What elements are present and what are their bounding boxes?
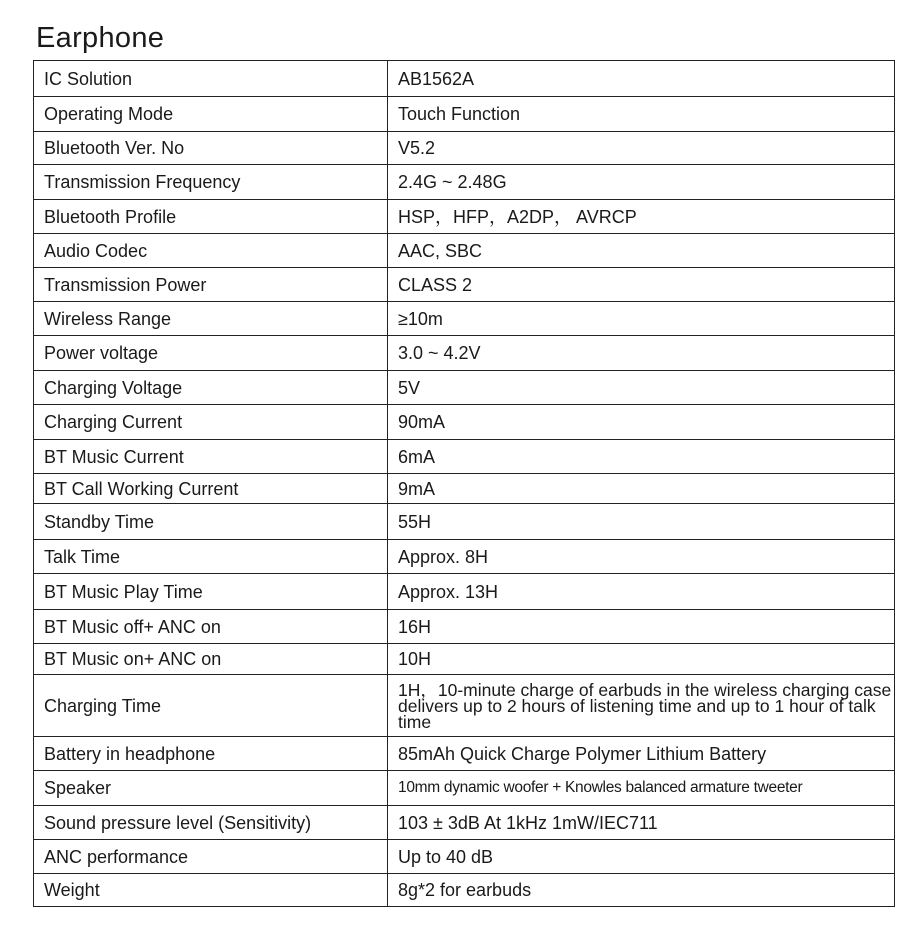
table-row	[34, 200, 895, 234]
spec-value: 1H，10-minute charge of earbuds in the wireless charging case delivers up to 2 hours of listening time and up to 1 hour of talk time	[388, 675, 895, 737]
table-row	[34, 874, 895, 907]
spec-label: ANC performance	[34, 840, 388, 874]
table-row	[34, 165, 895, 200]
spec-value: 85mAh Quick Charge Polymer Lithium Battery	[388, 737, 895, 771]
spec-label: Bluetooth Ver. No	[34, 132, 388, 165]
spec-value: 16H	[388, 610, 895, 644]
spec-label: Charging Current	[34, 405, 388, 440]
spec-value: HSP，HFP，A2DP， AVRCP	[388, 200, 895, 234]
spec-label: IC Solution	[34, 61, 388, 97]
spec-value: 3.0 ~ 4.2V	[388, 336, 895, 371]
table-row	[34, 771, 895, 806]
spec-value: 8g*2 for earbuds	[388, 874, 895, 907]
spec-value: 10mm dynamic woofer + Knowles balanced armature tweeter	[388, 771, 895, 806]
table-row	[34, 504, 895, 540]
table-row	[34, 540, 895, 574]
spec-value: AB1562A	[388, 61, 895, 97]
table-row	[34, 840, 895, 874]
table-row	[34, 97, 895, 132]
spec-value: Touch Function	[388, 97, 895, 132]
spec-value: AAC, SBC	[388, 234, 895, 268]
spec-label: Charging Voltage	[34, 371, 388, 405]
spec-label: Speaker	[34, 771, 388, 806]
spec-label: BT Music on+ ANC on	[34, 644, 388, 675]
spec-label: Wireless Range	[34, 302, 388, 336]
table-row	[34, 574, 895, 610]
spec-label: Audio Codec	[34, 234, 388, 268]
spec-label: Standby Time	[34, 504, 388, 540]
spec-label: Bluetooth Profile	[34, 200, 388, 234]
spec-value: 6mA	[388, 440, 895, 474]
spec-label: Transmission Frequency	[34, 165, 388, 200]
spec-label: Power voltage	[34, 336, 388, 371]
table-row	[34, 610, 895, 644]
spec-label: Talk Time	[34, 540, 388, 574]
spec-value: Up to 40 dB	[388, 840, 895, 874]
spec-value: 90mA	[388, 405, 895, 440]
spec-label: Charging Time	[34, 675, 388, 737]
spec-value: 5V	[388, 371, 895, 405]
spec-label: Battery in headphone	[34, 737, 388, 771]
spec-value: 9mA	[388, 474, 895, 504]
spec-value: Approx. 8H	[388, 540, 895, 574]
table-row	[34, 806, 895, 840]
table-row	[34, 302, 895, 336]
spec-value: CLASS 2	[388, 268, 895, 302]
table-row	[34, 61, 895, 97]
table-row	[34, 132, 895, 165]
table-row	[34, 644, 895, 675]
spec-label: BT Music Play Time	[34, 574, 388, 610]
spec-value: V5.2	[388, 132, 895, 165]
spec-table	[33, 60, 895, 907]
table-row	[34, 336, 895, 371]
spec-value: 10H	[388, 644, 895, 675]
table-row	[34, 234, 895, 268]
spec-label: Sound pressure level (Sensitivity)	[34, 806, 388, 840]
table-row	[34, 268, 895, 302]
spec-value: 103 ± 3dB At 1kHz 1mW/IEC711	[388, 806, 895, 840]
spec-value: Approx. 13H	[388, 574, 895, 610]
table-row	[34, 474, 895, 504]
spec-value: ≥10m	[388, 302, 895, 336]
table-row	[34, 440, 895, 474]
table-row	[34, 371, 895, 405]
spec-label: Operating Mode	[34, 97, 388, 132]
table-row	[34, 675, 895, 737]
spec-value: 55H	[388, 504, 895, 540]
page-title: Earphone	[36, 22, 165, 54]
spec-label: Transmission Power	[34, 268, 388, 302]
spec-label: BT Call Working Current	[34, 474, 388, 504]
spec-label: BT Music off+ ANC on	[34, 610, 388, 644]
spec-label: BT Music Current	[34, 440, 388, 474]
spec-value: 2.4G ~ 2.48G	[388, 165, 895, 200]
table-row	[34, 405, 895, 440]
table-row	[34, 737, 895, 771]
spec-label: Weight	[34, 874, 388, 907]
